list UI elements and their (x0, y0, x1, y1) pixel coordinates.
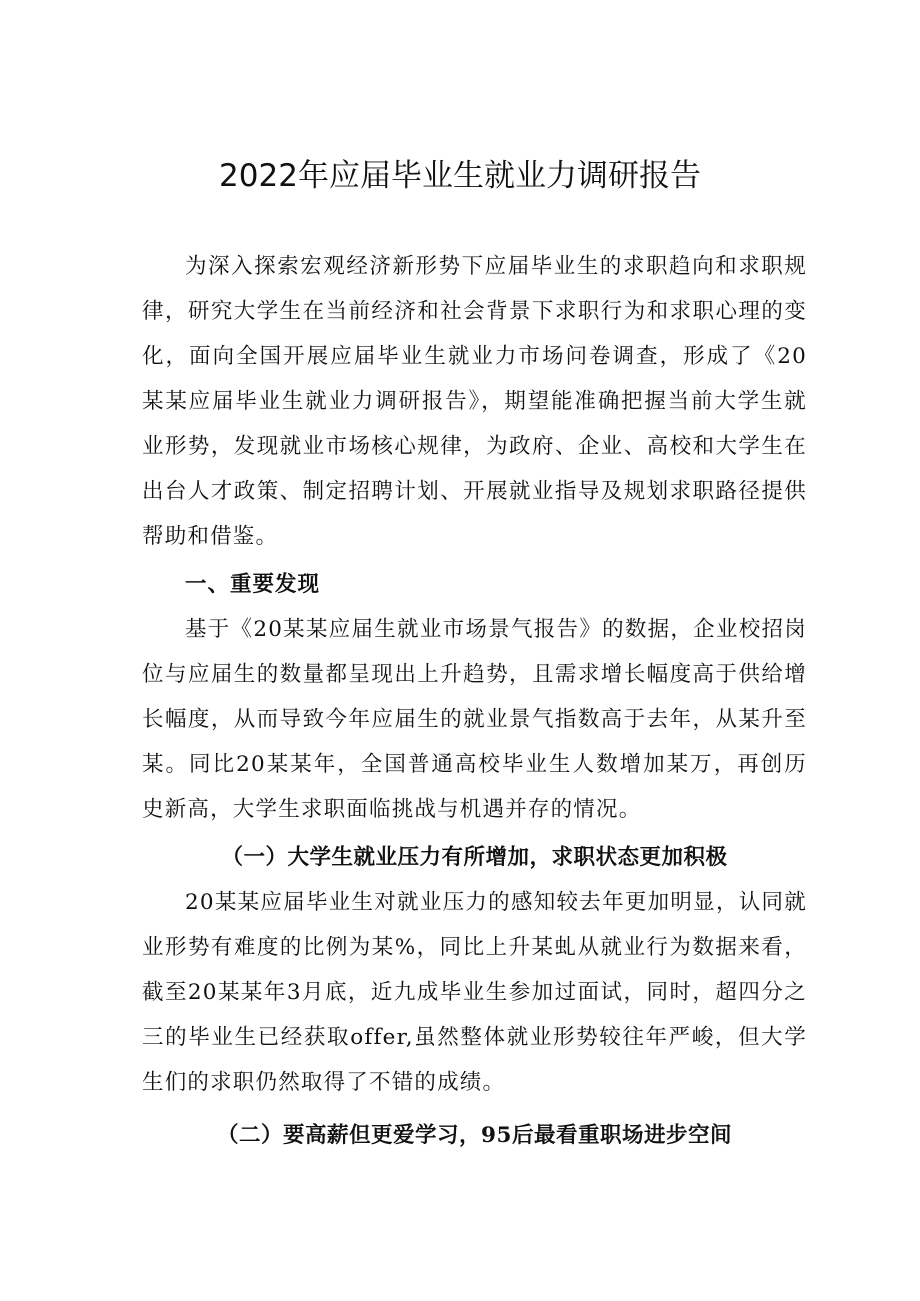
key-findings-paragraph: 基于《20某某应届生就业市场景气报告》的数据，企业校招岗位与应届生的数量都呈现出上升趋势，且需求增长幅度高于供给增长幅度，从而导致今年应届生的就业景气指数高于去年，从某升至某。同比20某某年，全国普通高校毕业生人数增加某万，再创历史新高，大学生求职面临挑战与机遇并存的情况。 (142, 617, 807, 822)
subsection-heading-employment-pressure: （一）大学生就业压力有所增加，求职状态更加积极 (221, 845, 728, 870)
section-heading-key-findings: 一、重要发现 (185, 572, 321, 597)
document-body (142, 244, 807, 1158)
subsection-heading-career-growth: （二）要高薪但更爱学习，95后最看重职场进步空间 (217, 1123, 732, 1148)
employment-pressure-paragraph: 20某某应届毕业生对就业压力的感知较去年更加明显，认同就业形势有难度的比例为某%，同比上升某虬从就业行为数据来看，截至20某某年3月底，近九成毕业生参加过面试，同时，超四分之三的毕业生已经获取offer,虽然整体就业形势较往年严峻，但大学生们的求职仍然取得了不错的成绩。 (142, 890, 807, 1095)
intro-paragraph: 为深入探索宏观经济新形势下应届毕业生的求职趋向和求职规律，研究大学生在当前经济和社会背景下求职行为和求职心理的变化，面向全国开展应届毕业生就业力市场问卷调查，形成了《20某某应届毕业生就业力调研报告》，期望能准确把握当前大学生就业形势，发现就业市场核心规律，为政府、企业、高校和大学生在出台人才政策、制定招聘计划、开展就业指导及规划求职路径提供帮助和借鉴。 (142, 254, 807, 549)
document-title: 2022年应届毕业生就业力调研报告 (219, 158, 701, 194)
